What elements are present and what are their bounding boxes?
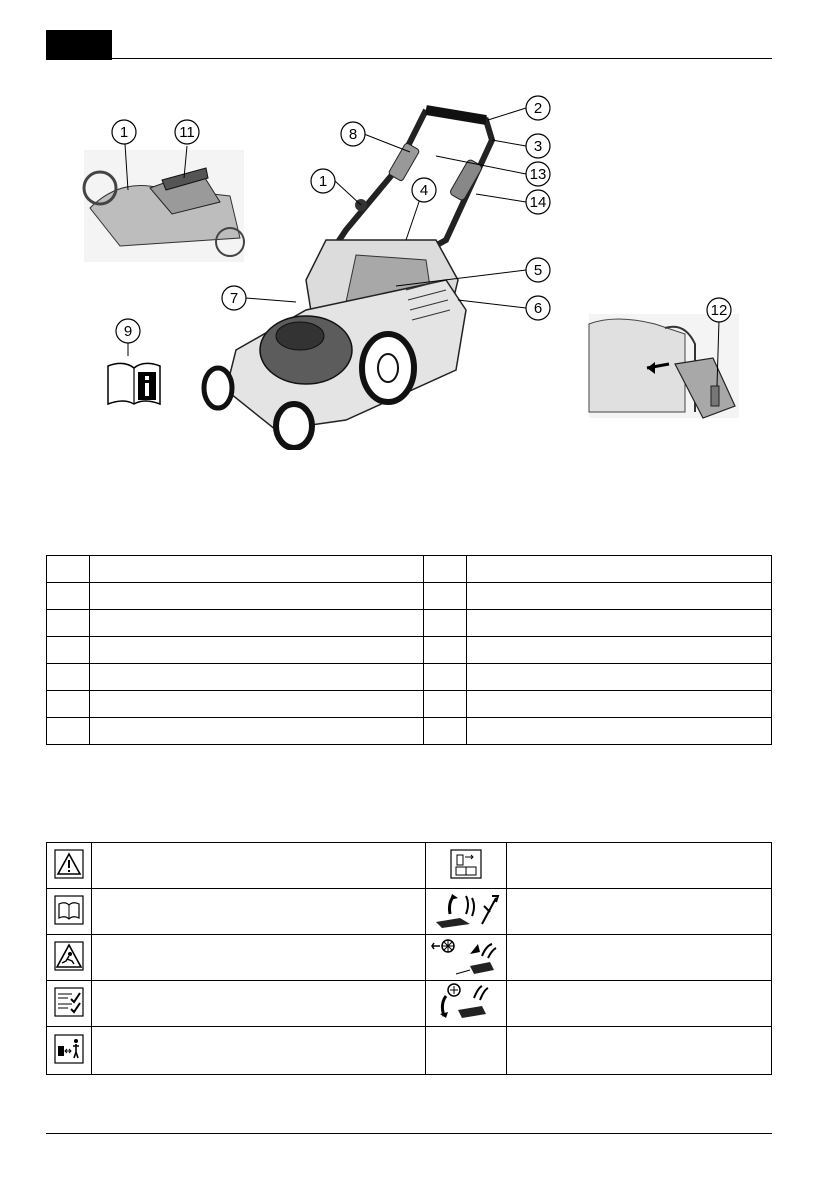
part-number-right [424, 637, 467, 664]
callout-4: 4 [419, 182, 429, 199]
callout-13: 13 [529, 166, 547, 183]
book-info-icon [108, 363, 160, 404]
symbol-description-right [507, 981, 772, 1027]
symbol-description-left [92, 981, 426, 1027]
part-description-left [90, 637, 424, 664]
part-description-right [467, 556, 772, 583]
part-number-right [424, 583, 467, 610]
open-book-icon [54, 895, 84, 925]
symbol-description-right [507, 935, 772, 981]
callout-5: 5 [533, 262, 543, 279]
part-description-right [467, 637, 772, 664]
parts-legend-table [46, 555, 772, 745]
table-row [47, 610, 772, 637]
symbols-table [46, 842, 772, 1075]
manual-icon-figure [100, 316, 170, 408]
part-number-right [424, 610, 467, 637]
callout-14: 14 [529, 194, 547, 211]
part-description-right [467, 583, 772, 610]
callout-8: 8 [348, 126, 358, 143]
symbol-description-right [507, 1027, 772, 1075]
table-row [47, 1027, 772, 1075]
callout-9: 9 [123, 323, 133, 340]
symbol-icon-blank [426, 1027, 507, 1075]
part-description-left [90, 691, 424, 718]
table-row [47, 583, 772, 610]
callout-11: 11 [179, 124, 195, 141]
checklist-icon [54, 987, 84, 1017]
table-row [47, 889, 772, 935]
callout-1-main: 1 [318, 173, 328, 190]
part-description-right [467, 691, 772, 718]
part-number-right [424, 718, 467, 745]
part-description-left [90, 610, 424, 637]
main-mower-figure [196, 90, 560, 450]
part-description-left [90, 583, 424, 610]
table-row [47, 637, 772, 664]
slippery-hazard-icon [54, 941, 84, 971]
part-description-left [90, 556, 424, 583]
table-row [47, 556, 772, 583]
table-row [47, 691, 772, 718]
callout-2: 2 [533, 100, 543, 117]
table-row [47, 718, 772, 745]
callout-6: 6 [533, 300, 543, 317]
blade-hand-hazard-icon [430, 936, 502, 976]
symbol-description-right [507, 843, 772, 889]
callout-3: 3 [533, 138, 543, 155]
part-description-left [90, 718, 424, 745]
read-manual-arrow-icon [449, 849, 483, 879]
part-number-left [47, 583, 90, 610]
part-number-right [424, 691, 467, 718]
callout-12: 12 [710, 302, 728, 319]
symbol-description-left [92, 1027, 426, 1075]
part-number-left [47, 691, 90, 718]
symbol-description-right [507, 889, 772, 935]
rear-wheel [362, 334, 414, 402]
part-number-left [47, 664, 90, 691]
part-number-left [47, 556, 90, 583]
symbol-description-left [92, 843, 426, 889]
part-number-left [47, 637, 90, 664]
part-description-left [90, 664, 424, 691]
table-row [47, 843, 772, 889]
table-row [47, 664, 772, 691]
table-row [47, 935, 772, 981]
table-row [47, 981, 772, 1027]
part-number-left [47, 610, 90, 637]
callout-7: 7 [229, 290, 239, 307]
part-description-right [467, 664, 772, 691]
part-number-right [424, 664, 467, 691]
detail-figure-right [585, 294, 745, 422]
part-description-right [467, 718, 772, 745]
part-description-right [467, 610, 772, 637]
header-tab [46, 30, 112, 60]
foot-blade-hazard-icon [430, 982, 502, 1022]
thrown-objects-icon [430, 890, 502, 930]
symbol-description-left [92, 935, 426, 981]
keep-distance-icon [54, 1034, 84, 1064]
symbol-description-left [92, 889, 426, 935]
warning-triangle-icon [54, 849, 84, 879]
header-rule [46, 58, 772, 59]
footer-rule [46, 1133, 772, 1134]
part-number-right [424, 556, 467, 583]
callout-1-detail: 1 [119, 124, 129, 141]
part-number-left [47, 718, 90, 745]
